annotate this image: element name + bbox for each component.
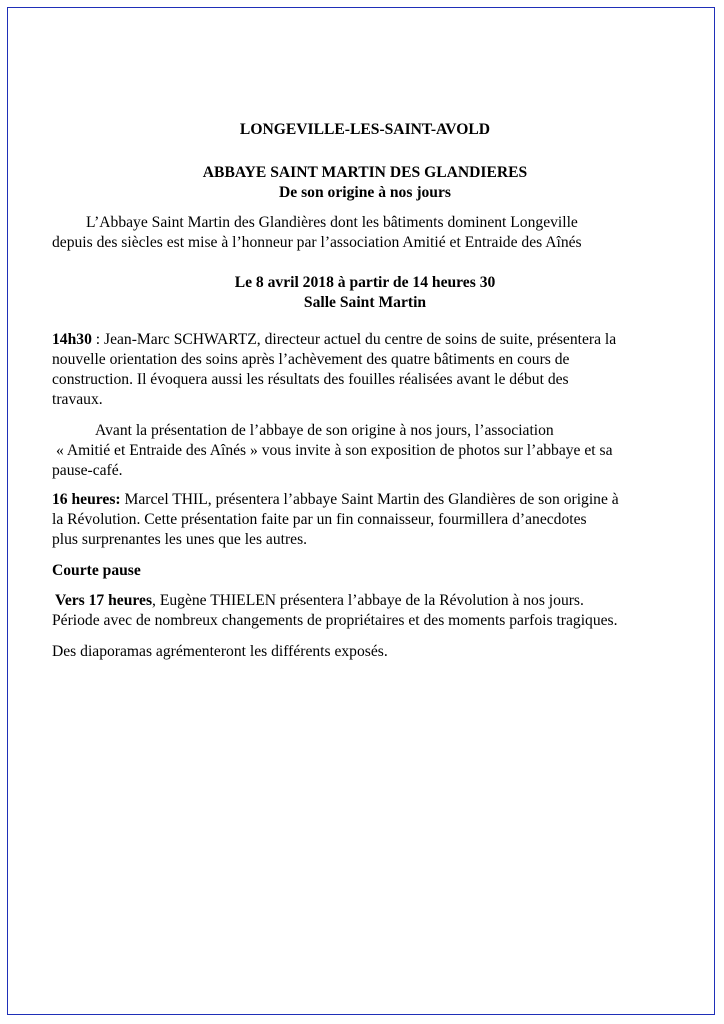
- event-place: Salle Saint Martin: [303, 294, 427, 311]
- program-1430-line-1: : Jean-Marc SCHWARTZ, directeur actuel du centre de soins de suite, présentera la: [91, 331, 617, 348]
- program-1430-line-4: travaux.: [52, 391, 103, 408]
- program-16h-line-1: Marcel THIL, présentera l’abbaye Saint Martin des Glandières de son origine à: [120, 491, 619, 508]
- intro-line-1: L’Abbaye Saint Martin des Glandières dont les bâtiments dominent Longeville: [86, 214, 578, 231]
- intro-paragraph: [52, 213, 678, 253]
- intro-line-2: depuis des siècles est mise à l’honneur par l’association Amitié et Entraide des Aînés: [52, 234, 582, 251]
- time-17h: Vers 17 heures: [55, 592, 153, 609]
- program-item-16h: [52, 490, 678, 550]
- exhibition-line-2: « Amitié et Entraide des Aînés » vous invite à son exposition de photos sur l’abbaye et sa: [56, 442, 613, 459]
- event-date: Le 8 avril 2018 à partir de 14 heures 30: [234, 274, 496, 291]
- pause-heading: [52, 561, 678, 581]
- program-1430-line-2: nouvelle orientation des soins après l’achèvement des quatre bâtiments en cours de: [52, 351, 570, 368]
- document-title: ABBAYE SAINT MARTIN DES GLANDIERES: [202, 164, 528, 181]
- exhibition-line-3: pause-café.: [52, 462, 123, 479]
- time-1430: 14h30: [52, 331, 92, 348]
- document-subtitle: De son origine à nos jours: [279, 184, 451, 201]
- town-heading: LONGEVILLE-LES-SAINT-AVOLD: [239, 121, 491, 138]
- program-item-17h: [52, 591, 678, 631]
- program-16h-line-3: plus surprenantes les unes que les autres.: [52, 531, 308, 548]
- program-16h-line-2: la Révolution. Cette présentation faite par un fin connaisseur, fourmillera d’anecdotes: [52, 511, 587, 528]
- program-1430-line-3: construction. Il évoquera aussi les résultats des fouilles réalisées avant le début des: [52, 371, 569, 388]
- exhibition-paragraph: [52, 421, 678, 481]
- program-17h-line-2: Période avec de nombreux changements de propriétaires et des moments parfois tragiques.: [52, 612, 618, 629]
- closing-paragraph: Des diaporamas agrémenteront les différents exposés.: [52, 643, 388, 660]
- pause-label: Courte pause: [52, 562, 141, 579]
- exhibition-line-1: Avant la présentation de l’abbaye de son origine à nos jours, l’association: [95, 422, 554, 439]
- program-item-1430: [52, 330, 678, 410]
- program-17h-line-1: , Eugène THIELEN présentera l’abbaye de la Révolution à nos jours.: [152, 592, 584, 609]
- time-16h: 16 heures:: [52, 491, 121, 508]
